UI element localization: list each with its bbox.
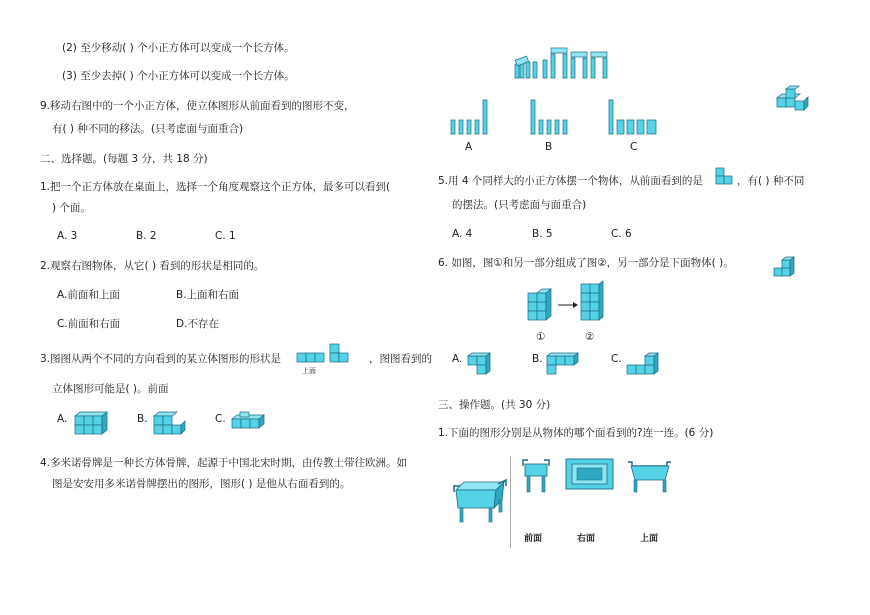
q2-option-d: D.不存在 (176, 318, 219, 330)
q2-option-b: B.上面和右面 (176, 289, 240, 301)
q2-stem: 2.观察右图物体，从它( ) 看到的形状是相同的。 (40, 260, 265, 272)
q3-option-a-figure (71, 410, 111, 438)
q1-option-c: C. 1 (215, 230, 236, 242)
view-label-front: 前面 (524, 534, 543, 544)
top-view-figure (565, 458, 615, 492)
side-view-figure (625, 458, 675, 494)
q3-option-c-figure (229, 411, 271, 435)
section2-title: 二、选择题。(每题 3 分，共 18 分) (40, 153, 208, 165)
q3-option-a-label: A. (57, 413, 68, 425)
q3-view-caption: 上面 (302, 367, 316, 375)
q6-mark-2: ② (585, 331, 595, 343)
q2-option-a: A.前面和上面 (57, 289, 120, 301)
q9-line1: 9.移动右图中的一个小正方体，使立体图形从前面看到的图形不变， (40, 100, 355, 112)
q5-line2: 的摆法。(只考虑面与面重合) (452, 199, 587, 211)
q5-option-b: B. 5 (532, 228, 553, 240)
q3-line1-b: ，图图看到的 (369, 353, 432, 365)
q3-option-b-figure (150, 410, 190, 440)
q6-option-c-label: C. (611, 353, 622, 365)
domino-options-figure (451, 100, 671, 136)
domino-arrangement-figure (513, 44, 613, 80)
q6-small-cube-icon (772, 256, 802, 284)
q6-option-c-figure (624, 350, 664, 380)
q6-option-a-label: A. (452, 353, 463, 365)
q3-option-c-label: C. (215, 413, 226, 425)
q8-part2: (2) 至少移动( ) 个小正方体可以变成一个长方体。 (62, 42, 295, 54)
q6-option-a-figure (465, 350, 495, 378)
q1-option-a: A. 3 (57, 230, 78, 242)
q3-line1-a: 3.图图从两个不同的方向看到的某立体图形的形状是 (40, 353, 282, 365)
basket-object-figure (450, 478, 510, 528)
divider-line (510, 456, 511, 548)
domino-label-c: C (630, 141, 638, 153)
q9-cube-figure (774, 86, 814, 116)
q3-option-b-label: B. (137, 413, 148, 425)
q1-option-b: B. 2 (136, 230, 157, 242)
q6-option-b-label: B. (532, 353, 543, 365)
q6-stem: 6. 如图，图①和另一部分组成了图②，另一部分是下面物体( )。 (438, 257, 734, 269)
q5-option-a: A. 4 (452, 228, 473, 240)
domino-label-a: A (465, 141, 473, 153)
section3-title: 三、操作题。(共 30 分) (438, 399, 551, 411)
view-label-top: 上面 (640, 534, 659, 544)
q4-line2: 图是安安用多米诺骨牌摆出的图形，图形( ) 是他从右面看到的。 (52, 478, 351, 490)
q5-front-view-icon (716, 168, 736, 188)
view-label-right: 右面 (577, 534, 596, 544)
q6-mark-1: ① (536, 331, 546, 343)
op1-stem: 1.下面的图形分别是从物体的哪个面看到的?连一连。(6 分) (438, 427, 714, 439)
q5-line1-b: ，有( ) 种不同 (737, 175, 805, 187)
q6-option-b-figure (544, 350, 580, 380)
q4-line1: 4.多米诺骨牌是一种长方体骨牌，起源于中国北宋时期，由传教士带往欧洲。如 (40, 457, 408, 469)
front-view-figure (522, 458, 552, 494)
q5-line1-a: 5.用 4 个同样大的小正方体摆一个物体，从前面看到的是 (438, 175, 703, 187)
q1-line1: 1.把一个正方体放在桌面上，选择一个角度观察这个正方体，最多可以看到( (40, 181, 391, 193)
q8-part3: (3) 至少去掉( ) 个小正方体可以变成一个长方体。 (62, 70, 295, 82)
domino-label-b: B (545, 141, 553, 153)
q6-composition-figure (525, 283, 615, 331)
q1-line2: ) 个面。 (52, 202, 91, 214)
q2-option-c: C.前面和右面 (57, 318, 121, 330)
q3-line2: 立体图形可能是( )。前面 (52, 383, 169, 395)
q9-line2: 有( ) 种不同的移法。(只考虑面与面重合) (52, 123, 244, 135)
q5-option-c: C. 6 (611, 228, 632, 240)
